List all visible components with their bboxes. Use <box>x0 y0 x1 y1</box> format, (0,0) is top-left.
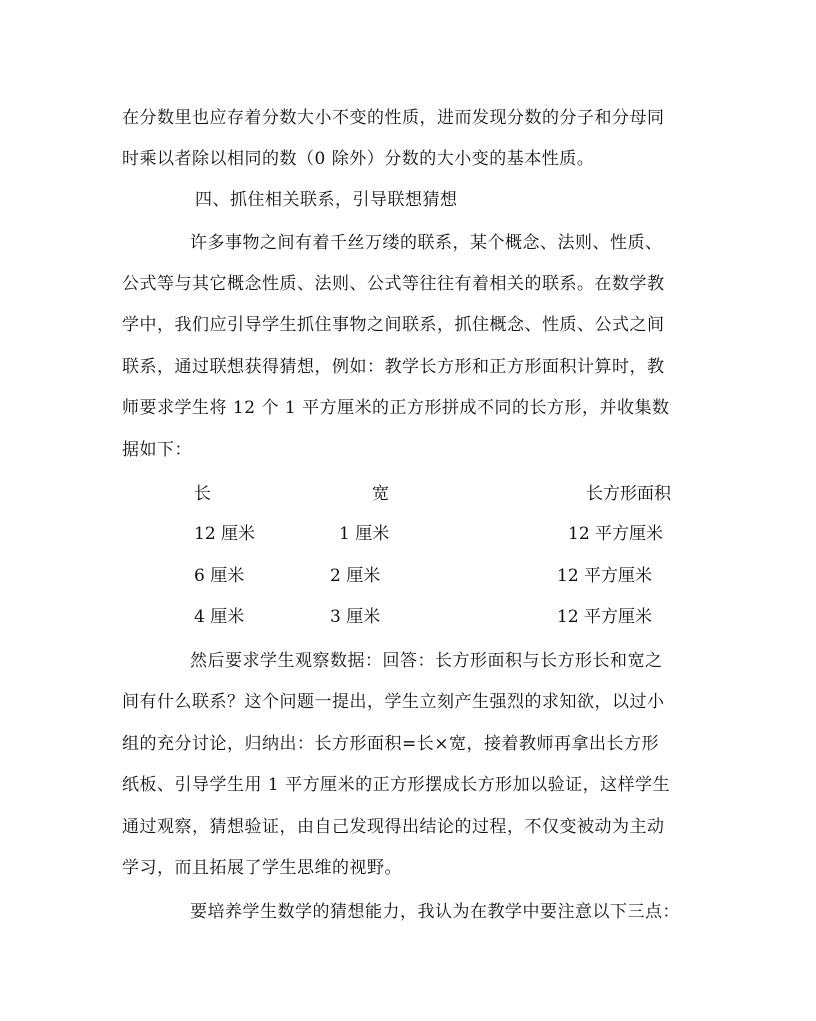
section-heading: 四、抓住相关联系，引导联想猜想 <box>195 190 458 210</box>
table-cell: 4 厘米 <box>194 607 245 627</box>
paragraph-line: 公式等与其它概念性质、法则、公式等往往有着相关的联系。在数学教 <box>122 274 665 294</box>
paragraph-line: 通过观察，猜想验证，由自己发现得出结论的过程，不仅变被动为主动 <box>122 817 665 837</box>
paragraph-line: 要培养学生数学的猜想能力，我认为在教学中要注意以下三点： <box>190 902 680 922</box>
paragraph-line: 许多事物之间有着千丝万缕的联系，某个概念、法则、性质、 <box>190 233 663 253</box>
paragraph-line: 学中，我们应引导学生抓住事物之间联系，抓住概念、性质、公式之间 <box>122 315 665 335</box>
paragraph-line: 然后要求学生观察数据：回答：长方形面积与长方形长和宽之 <box>190 651 663 671</box>
paragraph-line: 纸板、引导学生用 1 平方厘米的正方形摆成长方形加以验证，这样学生 <box>122 775 671 795</box>
paragraph-line: 在分数里也应存着分数大小不变的性质，进而发现分数的分子和分母同 <box>122 108 665 128</box>
table-cell: 12 平方厘米 <box>568 524 664 544</box>
table-cell: 1 厘米 <box>339 524 390 544</box>
table-cell: 12 平方厘米 <box>557 566 653 586</box>
paragraph-line: 时乘以者除以相同的数（0 除外）分数的大小变的基本性质。 <box>122 149 595 169</box>
paragraph-line: 师要求学生将 12 个 1 平方厘米的正方形拼成不同的长方形，并收集数 <box>122 398 670 418</box>
table-header-width: 宽 <box>372 484 389 504</box>
paragraph-line: 组的充分讨论，归纳出：长方形面积=长×宽，接着教师再拿出长方形 <box>122 734 659 754</box>
table-header-length: 长 <box>194 484 211 504</box>
paragraph-line: 联系，通过联想获得猜想，例如：教学长方形和正方形面积计算时，教 <box>122 357 665 377</box>
table-header-area: 长方形面积 <box>586 484 671 504</box>
paragraph-line: 据如下： <box>122 440 192 460</box>
table-cell: 2 厘米 <box>330 566 381 586</box>
table-cell: 12 厘米 <box>194 524 256 544</box>
table-cell: 3 厘米 <box>330 607 381 627</box>
table-cell: 12 平方厘米 <box>557 607 653 627</box>
paragraph-line: 学习，而且拓展了学生思维的视野。 <box>122 858 402 878</box>
table-cell: 6 厘米 <box>194 566 245 586</box>
paragraph-line: 间有什么联系？这个问题一提出，学生立刻产生强烈的求知欲，以过小 <box>122 692 665 712</box>
